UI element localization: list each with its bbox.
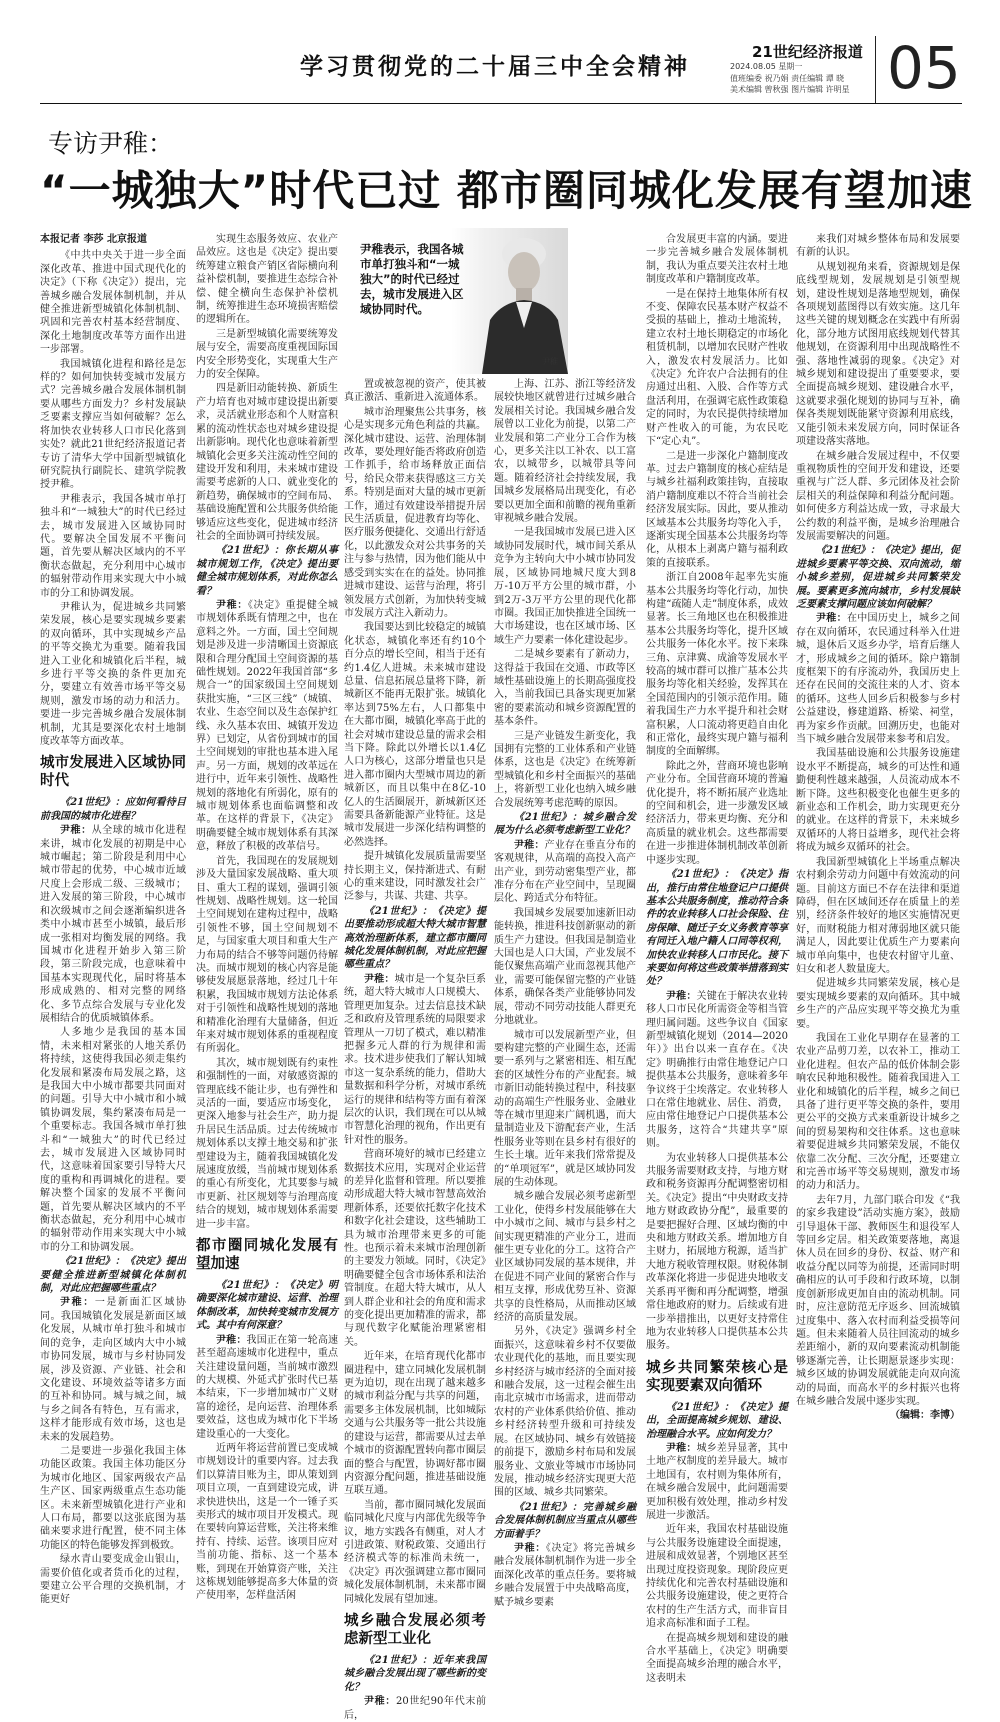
question: 《21世纪》：近年来我国城乡融合发展出现了哪些新的变化？ — [344, 1654, 486, 1693]
article-kicker: 专访尹稚： — [48, 129, 174, 158]
paragraph: 一是在保持土地集体所有权不变、保障农民基本财产权益不受损的基础上，推动土地流转，建立农村土地长期稳定的市场化租赁机制，以增加农民财产性收入，激发农村发展活力。比如《决定》允许农户合法拥有的住房通过出租、入股、合作等方式盘活利用，在强调宅底性政策稳定的同时，为农民提供持续增加财产性收入的可能，为农民吃下“定心丸”。 — [646, 288, 788, 448]
paragraph: 为农业转移人口提供基本公共服务需要财政支持，与地方财政和税务资源再分配调整密切相关。《决定》提出“中央财政支持地方财政政协分配”，最重要的是要把握好合理、区域均衡的中央和地方财政关系。增加地方自主财力，拓展地方税源，适当扩大地方税收管理权限。财税体制改革深化将进一步促进央地收支关系再平衡和再分配调整，增强常住地政府的财力。后续或有进一步举措推出，以更好支持常住地为农业转移人口提供基本公共服务。 — [646, 1152, 788, 1352]
issue-date: 2024.08.05 星期一 — [730, 62, 803, 71]
paragraph: 上海、江苏、浙江等经济发展较快地区就曾进行过城乡融合发展相关讨论。我国城乡融合发展曾以工业化为前提，以第二产业发展和第二产业分工合作为核心，更多关注以工补农、以工富农，以城带乡，以城带具等问题。随着经济社会持续发展，我国城乡发展格局出现变化，有必要以更加全面和前瞻的视角重新审视城乡融合发展。 — [494, 379, 636, 525]
byline: 本报记者 李莎 北京报道 — [40, 234, 147, 245]
answer-text: 在中国历史上，城乡之间存在双向循环，农民通过科举入仕进城，退休后又返乡办学，培育后继人才，形成城乡之间的循环。除户籍制度框架下的有序流动外，我国历史上还存在民间的交流往来的人才、资本的循环。这些人回乡后积极参与乡村公益建设，修建道路、桥梁、祠堂，再为家乡作贡献。回溯历史，也能对当下城乡融合发展带来参考和启发。 — [796, 613, 961, 746]
section-heading: 城乡融合发展必须考虑新型工业化 — [344, 1612, 486, 1647]
editor-credits-1: 值班编委 祝乃娟 责任编辑 谭 晓 — [730, 74, 845, 83]
paragraph: 三是产业链发生新变化，我国拥有完整的工业体系和产业链体系，这也是《决定》在统筹新型城镇化和乡村全面振兴的基础上，将新型工业化也纳入城乡融合发展统筹考虑范畴的原因。 — [494, 730, 636, 809]
question: 《21世纪》：应如何看待目前我国的城市化进程？ — [40, 797, 186, 822]
column-2 — [196, 233, 339, 1602]
paragraph: 从规划视角来看，资源规划是保底线型规划，发展规划是引领型规划，建设性规划是落地型规划，确保各项规划蓝图得以有效实施。这几年这些关键的规划概念在实践中有所弱化，部分地方试图用底线规划代替其他规划，在资源利用中出现战略性不强、落地性减弱的现象。《决定》对城乡规划和建设提出了重要要求，要全面提高城乡规划、建设融合水平，这就要求强化规划的协同与互补，确保各类规划既能紧守资源利用底线，又能引领未来发展方向，同时保证各项建设落实落地。 — [796, 261, 960, 448]
answer — [196, 1334, 338, 1441]
paragraph: 在城乡融合发展过程中，不仅要重视物质性的空间开发和建设，还要重视与广泛人群、多元团体及社会阶层相关的利益保障和利益分配问题。如何使多方利益达成一致，寻求最大公约数的利益平衡，是城乡治理融合发展需要解决的问题。 — [796, 450, 960, 542]
editor-note: （编辑：李博） — [890, 1410, 960, 1422]
paragraph: 另外，《决定》强调乡村全面振兴，这意味着乡村不仅要做农业现代化的基地，而且要实现乡村经济与城市经济的全面对接和融合发展，这一过程会催生出南北京城市市场需求，进而带动农村的产业体系供给价值、推动乡村经济转型升级和可持续发展。在区域协同、城乡有效链接的前提下，激励乡村布局和发展服务业、文旅业等城市市场协同发展，推动城乡经济实现更大范围的区域、城乡共同繁荣。 — [494, 1326, 636, 1499]
interviewee-photo — [344, 228, 568, 374]
answer-speaker: 尹稚： — [666, 1442, 697, 1454]
paragraph: 二是城乡要素有了新动力，这得益于我国在交通、市政等区域性基础设施上的长期高强度投入，当前我国已具备实现更加紧密的要素流动和城乡资源配置的基本条件。 — [494, 649, 636, 728]
paragraph: 其次，城市规划既有约束性和强制性的一面，对敏感资源的管理底线不能让步，也有弹性和灵活的一面，要适应市场变化，更深入地参与社会生产，助力提升居民生活品质。过去传统城市规划体系以支撑土地交易和扩张型建设为主，随着我国城镇化发展速度放缓，当前城市规划体系的重心有所变化，尤其要参与城市更新、社区规划等与治理高度结合的规划，城市规划体系需要进一步丰富。 — [196, 1057, 338, 1230]
editor-credits-2: 美术编辑 曾秋强 图片编辑 许明星 — [730, 85, 850, 94]
section-heading: 城市发展进入区域协同时代 — [40, 755, 186, 790]
answer-text: 我国正在第一轮高速甚至超高速城市化进程中，重点关注建设量问题，当前城市激烈的大规模、外延式扩张时代已基本结束，下一步增加城市广义财富的途径，是向运营、治理体系要效益，这也成为城市化下半场建设重心的一大变化。 — [196, 1334, 339, 1440]
answer — [646, 990, 788, 1151]
question: 《21世纪》：城乡融合发展为什么必须考虑新型工业化？ — [494, 812, 636, 837]
answer-text: 产业存在垂直分布的客观规律，从高端的高投入高产出产业，到劳动密集型产业，都准存分布在产业空间中，呈现圈层化、跨适式分布特征。 — [494, 839, 637, 905]
paragraph: 二是要进一步强化我国主体功能区政策。我国主体功能区分为城市化地区、国家两级农产品生产区、国家两级重点生态功能区。未来新型城镇化进行产业和人口布局，都要以这张底图为基础来要求进行配置，使不同主体功能区的特色能够发挥到极致。 — [40, 1445, 186, 1551]
question: 《21世纪》：完善城乡融合发展体制机制应当重点从哪些方面着手？ — [494, 1501, 636, 1540]
paragraph: 《中共中央关于进一步全面深化改革、推进中国式现代化的决定》（下称《决定》）提出，完善城乡融合发展体制机制，并从健全推进新型城镇化体制机制、巩固和完善农村基本经营制度、深化土地制度改革等方面作出进一步部署。 — [40, 250, 186, 356]
answer-text: 《决定》将完善城乡融合发展体制机制作为进一步全面深化改革的重点任务。要将城乡融合发展置于中央战略高度，赋予城乡要素 — [494, 1542, 637, 1608]
paragraph: 我国城镇化进程和路径是怎样的？如何加快转变城市发展方式？完善城乡融合发展体制机制要从哪些方面发力？乡村发展缺乏要素支撑应当如何破解？怎么将加快农业转移人口市民化落到实处？就此21世纪经济报道记者专访了清华大学中国新型城镇化研究院执行副院长、建筑学院教授尹稚。 — [40, 358, 186, 491]
answer-speaker: 尹稚： — [60, 825, 92, 837]
paragraph: 在提高城乡规划和建设的融合水平基础上，《决定》明确要全面提高城乡治理的融合水平，这表明未 — [646, 1632, 788, 1684]
paragraph: 促进城乡共同繁荣发展，核心是要实现城乡要素的双向循环。其中城乡生产的产品应实现平等交换尤为重要。 — [796, 978, 960, 1030]
portrait-image — [468, 232, 568, 374]
paragraph: 人多地少是我国的基本国情，未来相对紧张的人地关系仍将持续，这使得我国必须走集约化发展和紧凑布局发展之路，这是我国大中小城市都要共同面对的问题。引导大中小城市和小城镇协调发展，集约紧凑布局是一个重要标志。我国各城市单打独斗和“一城独大”的时代已经过去，城市发展进入区域协同时代，这意味着国家要引导特大尺度的重构和再调城化的进程。要解决整个国家的发展不平衡问题，首先要从解决区域内的不平衡状态做起，充分利用中心城市的辐射带动作用来实现大中小城市的分工和协调发展。 — [40, 1027, 186, 1253]
answer-text: 一是新面汇区域协同。我国城镇化发展是新面区域化发展，从城市单打独斗和城市间的竞争，走向区域内大中小城市协同发展，城市与乡村协同发展，涉及资源、产业链、社会和文化建设、环境效益等诸多方面的互补和协同。城与城之间，城与乡之间各有特色，互有需求，这样才能形成有效市场，这也是未来的发展趋势。 — [40, 1297, 187, 1443]
question: 《21世纪》：《决定》提出，促进城乡要素平等交换、双向流动，缩小城乡差别，促进城乡共同繁荣发展。要素更多流向城市，乡村发展缺乏要素支撑问题应该如何破解？ — [796, 545, 960, 610]
answer-text: 关键在于解决农业转移人口市民化所需资金等相当管理归属问题。这些争议自《国家新型城镇化规划（2014—2020年）》出台以来一直存在。《决定》明确推行由常住地登记户口提供基本公共服务，意味着多年争议终于尘埃落定。农业转移人口在常住地就业、居住、消费，应由常住地登记户口提供基本公共服务，这符合“共建共享”原则。 — [646, 990, 789, 1150]
answer-speaker: 尹稚： — [514, 839, 545, 851]
paragraph: 实现生态服务效应、农业产品效应。这也是《决定》提出要统筹建立粮食产销区省际横向利益补偿机制，要推进生态综合补偿、健全横向生态保护补偿机制，统筹推进生态环境损害赔偿的逻辑所在。 — [196, 234, 338, 326]
answer-text: 从全球的城市化进程来讲，城市化发展的初期是中心城市崛起；第二阶段是利用中心城市带起的优势，中心城市近域尺度上会形成二级、三级城市；进入发展的第三阶段，中心城市和次级城市之间会逐渐编织进各类中小城市甚至小城镇，最后形成一张相对均衡发展的网络。我国城市化进程开始步入第三阶段，第三阶段完成，也意味着中国基本实现现代化，届时将基本形成成熟的、相对完整的网络化、多节点综合发展与专业化发展相结合的优质城镇体系。 — [40, 825, 187, 1024]
paragraph: 近两年将运营前置已变成城市规划设计的重要内容。过去我们以算清目账为主，即从策划到项目立项，一直到建设完成，讲求快进快出，这是一个一锤子买卖形式的城市项目开发模式。现在要转向算运营账，关注将来维持有、持续、运营。该项目应对当前功能、指标、这一个基本账，到现在开始算资产账，关注这栋规划能够提高多大体量的资产使用率，怎样盘活闲 — [196, 1442, 338, 1602]
answer — [196, 599, 338, 854]
answer-speaker: 尹稚： — [216, 599, 248, 611]
question: 《21世纪》：《决定》明确要深化城市建设、运营、治理体制改革，加快转变城市发展方式。其中有何深意？ — [196, 1280, 338, 1332]
question: 《21世纪》：《决定》提出要健全推进新型城镇化体制机制，对此应把握哪些重点？ — [40, 1256, 186, 1295]
answer-speaker: 尹稚： — [514, 1542, 546, 1554]
paragraph: 当前，都市圈同城化发展面临同城化尺度与内部优先级等争议，地方实践各有侧重，对人才引进政策、财税政策、交通出行经济模式等的标准尚未统一，《决定》再次强调建立都市圈同城化发展体制机制，未来都市圈同城化发展有望加速。 — [344, 1499, 486, 1605]
column-1 — [40, 233, 187, 1606]
paragraph: 首先，我国现在的发展规划涉及大量国家发展战略、重大项目、重大工程的谋划，强调引领性规划、战略性规划。这一轮国土空间规划在建构过程中，战略引领性不够，国土空间规划不足，与国家重大项目和重大生产力布局的结合不够等问题仍待解决。而城市规划的核心内容是能够使发展愿景落地，经过几十年积累，我国城市规划方法论体系对于引领性和战略性规划的落地和精准化治理有大量储备，但近年来对城市规划体系的重视程度有所弱化。 — [196, 855, 338, 1055]
answer-speaker: 尹稚： — [816, 613, 847, 625]
answer-speaker: 尹稚： — [216, 1334, 247, 1346]
answer — [494, 839, 636, 906]
question: 《21世纪》：你长期从事城市规划工作，《决定》提出要健全城市规划体系，对此你怎么看？ — [196, 545, 338, 597]
paragraph: 城乡融合发展必须考虑新型工业化，使得乡村发展能够在大中小城市之间、城市与县乡村之间实现更精准的产业分工，进而催生更专业化的分工。这符合产业区域协同发展的基本规律，并在促进不同产业间的紧密合作与相互支撑，形成优势互补、资源共享的良性格局，从而推动区域经济的高质量发展。 — [494, 1191, 636, 1324]
paragraph: 我国城乡发展要加速新旧动能转换，推进科技创新驱动的新质生产力建设。但我国是制造业大国也是人口大国，产业发展不能仅聚焦高端产业而忽视其他产业，需要可能保留完整的产业链体系，确保各类产业能够协同发展，带动不同劳动技能人群更充分地就业。 — [494, 907, 636, 1027]
paragraph: 近年来，在培育现代化都市圈进程中，建立同城化发展机制更为迫切，现在出现了越来越多的城市利益分配与共享的问题，需要多主体发展机制，比如城际交通与公共服务等一批公共设施的建设与运营，都需要从过去单个城市的资源配置转向都市圈层面的整合与配置，协调好都市圈内资源分配问题，推进基础设施互联互通。 — [344, 1351, 486, 1497]
answer-speaker: 尹稚： — [666, 990, 697, 1002]
pull-quote: 尹稚表示，我国各城市单打独斗和“一城独大”的时代已经过去，城市发展进入区域协同时代。 — [360, 242, 464, 316]
paragraph: 绿水青山要变成金山银山，需要价值化或者货币化的过程，要建立公平合理的交换机制，才能更好 — [40, 1554, 186, 1606]
paragraph: 除此之外，营商环境也影响产业分布。全国营商环境的普遍优化提升，将不断拓展产业选址的空间和机会，进一步激发区域经济活力，带来更均衡、充分和高质量的就业机会。这些都需要在进一步推进体制机制改革创新中逐步实现。 — [646, 760, 788, 866]
paragraph: 合发展更丰富的内涵。要进一步完善城乡融合发展体制机制，我认为重点要关注农村土地制度改革和户籍制度改革。 — [646, 234, 788, 286]
paragraph: 一是我国城市发展已进入区域协同发展时代，城市间关系从竞争为主转向大中小城市协同发展，区域协同地城尺度大到8万-10万平方公里的城市群，小到2万-3万平方公里的现代化都市圈。我国正加快推进全国统一大市场建设，也在区域市场、区域生产力要素一体化建设起步。 — [494, 527, 636, 646]
photo-caption: 尹稚 — [542, 357, 558, 366]
question: 《21世纪》：《决定》提出要推动形成超大特大城市智慧高效治理新体系，建立都市圈同城化发展体制机制，对此应把握哪些重点？ — [344, 905, 486, 971]
column-5 — [646, 233, 789, 1684]
paragraph: 我国要达到比较稳定的城镇化状态，城镇化率还有约10个百分点的增长空间，相当于还有约1.4亿人进城。未来城市建设总量、信息拓展总量将下降，新城新区不能再无限扩张。城镇化率达到75%左右，人口都集中在大都市圈，城镇化率高于此的社会对城市建设总量的需求会相当下降。除此以外增长以1.4亿人口为核心，这部分增量也只是进入都市圈内大型城市周边的新城新区，而且以集中在8亿-10亿人的生活圈展开，新城新区还需要具备新能源产业特征。这是城市发展进一步深化结构调整的必然选择。 — [344, 622, 486, 848]
answer — [646, 1442, 788, 1522]
answer-text: 城市是一个复杂巨系统，超大特大城市人口规模大、管理更加复杂。过去信息技术缺乏和政府及管理系统的局限要求管理从一刀切了模式，难以精准把握多元人群的行为规律和需求。技术进步使我们了解认知城市这一复杂系统的能力，借助大量数据和科学分析，对城市系统运行的规律和结构等方面有着深层次的认识，我们现在可以从城市智慧化治理的视角，作出更有针对性的服务。 — [344, 973, 487, 1146]
question: 《21世纪》：《决定》提出，全面提高城乡规划、建设、治理融合水平。应如何发力？ — [646, 1401, 788, 1440]
question: 《21世纪》：《决定》指出，推行由常住地登记户口提供基本公共服务制度，推动符合条件的农业转移人口社会保险、住房保障、随迁子女义务教育等享有同迁入地户籍人口同等权利，加快农业转移人口市民化。接下来要如何将这些政策举措落到实处？ — [646, 869, 788, 988]
paragraph: 浙江自2008年起率先实施基本公共服务均等化行动，加快构建“疏随人走”制度体系，成效显著。长三角地区也在积极推进基本公共服务均等化，提升区域公共服务一体化水平。按下来珠三角、京津冀、成渝等发展水平较高的城市群可以推广基本公共服务均等化相关经验，发挥其在全国范围内的引领示范作用。随着我国生产力水平提升和社会财富积累，人口流动将更趋自由化和正常化，最终实现户籍与福利制度的全面解绑。 — [646, 572, 788, 758]
paragraph: 尹稚表示，我国各城市单打独斗和“一城独大”的时代已经过去，城市发展进入区域协同时代。要解决全国发展不平衡问题，首先要从解决区域内的不平衡状态做起，充分利用中心城市的辐射带动作用来实现大中小城市的分工和协调发展。 — [40, 493, 186, 599]
paragraph: 尹稚认为，促进城乡共同繁荣发展，核心是要实现城乡要素的双向循环，其中实现城乡产品的平等交换尤为重要。随着我国进入工业化和城镇化后半程，城乡进行平等交换的条件更加充分，要建立有效善市场平等交易规则，激发市场的动力和活力。要进一步完善城乡融合发展体制机制，尤其是要深化农村土地制度改革等方面改革。 — [40, 601, 186, 748]
answer — [796, 612, 960, 746]
paragraph: 我国在工业化早期存在显著的工农业产品剪刀差，以农补工，推动工业化进程。但农产品的低价体制会影响农民种地积极性。随着我国进入工业化和城镇化的后半程，城乡之间已具备了进行更平等交换的条件，要用更公平的交换方式来重新设计城乡之间的贸易架构和交往体系。这也意味着要促进城乡共同繁荣发展，不能仅依靠二次分配、三次分配，还要建立和完善市场平等交易规则，激发市场的动力和活力。 — [796, 1032, 960, 1192]
masthead — [0, 0, 1000, 104]
answer — [40, 1296, 186, 1443]
paragraph: 三是新型城镇化需要统筹发展与安全，需要高度重视国际国内安全形势变化，实现重大生产力的安全保障。 — [196, 328, 338, 381]
paragraph: 我国基础设施和公共服务设施建设水平不断提高，城乡的可达性和通勤便利性越来越强，人员流动成本不断下降。这些积极变化也催生更多的新业态和工作机会，助力实现更充分的就业。在这样的背景下，未来城乡双循环的人将日益增多，现代社会将将成为城乡双循环的社会。 — [796, 748, 960, 854]
answer-text: 城乡差异显著，其中土地产权制度的差异最大。城市土地国有，农村则为集体所有，在城乡融合发展中，此问题需要更加积极有效处理，推动乡村发展进一步激活。 — [646, 1442, 789, 1521]
page-topic-title: 学习贯彻党的二十届三中全会精神 — [300, 54, 690, 80]
paragraph: 城市治理聚焦公共事务，核心是实现多元角色利益的共赢。深化城市建设、运营、治理体制改革，要处理好能否将政府创造工作抓手，给市场释放正面信号，给民众带来获得感这三方关系。特别是面对大量的城市更新工作，通过有效建设举措提升居民生活质量，促进教育均等化、医疗服务便捷化、交通出行舒适化，以此激发众对公共事务的关注与参与热情，因为他们能从中感受到实实在在的益处。协同推进城市建设、运营与治理，将引领发展方式创新，为加快转变城市发展方式注入新动力。 — [344, 406, 486, 619]
masthead-divider — [875, 36, 876, 104]
column-3 — [344, 378, 487, 1721]
paragraph: 城市可以发展新型产业，但要构建完整的产业圈生态，还需要一系列与之紧密相连、相互配套的区域性分布的产业配套。城市新旧动能转换过程中，科技驱动的高端生产性服务业、金融业等在城市里迎来广阔机遇，而大量制造业及下游配套产业，生活性服务业等则在县乡村有很好的生长土壤。近年来我们常常提及的“单项冠军”，就是区域协同发展的生动体现。 — [494, 1029, 636, 1188]
paragraph: 我国新型城镇化上半场重点解决农村剩余劳动力问题中有效流动的问题。目前这方面已不存在法律和渠道障碍，但在区域间还存在质量上的差别，经济条件较好的地区实施情况更好，而财税能力相对薄弱地区就只能满足人，因此要让优质生产力要素向城市单向集中，也使农村留守儿童、妇女和老人数量庞大。 — [796, 856, 960, 975]
answer — [344, 1695, 486, 1722]
answer — [494, 1542, 636, 1609]
paragraph: 营商环境好的城市已经建立数据技术应用，实现对企业运营的差异化监督和管理。所以要推动形成超大特大城市智慧高效治理新体系，还要依托数字化技术和数字化社会建设，这些辅助工具为城市治理带来更多的可能性。也预示着未来城市治理创新的主要发力领域。同时，《决定》明确要健全包含市场体系和法治管制度。在超大特大城市，从人到人群企业和社会的角度和需求的变化提出更加精准的需求，都与现代数字化赋能治理紧密相关。 — [344, 1149, 486, 1348]
paragraph: 来我们对城乡整体布局和发展要有新的认识。 — [796, 234, 960, 259]
paragraph: 四是新旧动能转换、新质生产力培育也对城市建设提出新要求，灵活就业形态和个人财富积累的流动性状态也对城乡建设提出新影响。现代化也意味着新型城镇化会更多关注流动性空间的建设开发和利用，未来城市建设需要考虑新的人口、就业变化的新趋势，确保城市的空间布局、基础设施配置和公共服务供给能够适应这些变化，促进城市经济社会的全面协调可持续发展。 — [196, 383, 338, 542]
page-number: 05 — [887, 34, 961, 102]
section-heading: 都市圈同城化发展有望加速 — [196, 1238, 338, 1273]
answer-speaker: 尹稚： — [60, 1297, 95, 1309]
answer-text: 20世纪90年代末前后， — [344, 1696, 487, 1721]
column-6 — [796, 233, 960, 1585]
answer — [344, 973, 486, 1147]
newspaper-brand: 21世纪经济报道 — [752, 43, 863, 61]
answer-text: 《决定》重提健全城市规划体系既有情理之中，也在意料之外。一方面，国土空间规划是涉及进一步清晰国土资源底限和合理分配国土空间资源的基础性规划。2022年我国首部“多规合一”的国家级国土空间规划获批实施，“三区三线”（城镇、农业、生态空间以及生态保护红线、永久基本农田、城镇开发边界）已划定，从省份到城市的国土空间规划的审批也基本进入尾声。另一方面，规划的改革远在进行中，近年来引领性、战略性规划的落地化有所弱化，原有的城市规划体系也面临调整和改革。在这样的背景下，《决定》明确要健全城市规划体系有其深意，释放了积极的改革信号。 — [196, 599, 339, 853]
masthead-rule — [40, 103, 962, 104]
paragraph: 二是进一步深化户籍制度改革。过去户籍制度的核心症结是与城乡社福利政策挂钩，直接取消户籍制度难以不符合当前社会经济发展实际。因此，要从推动区域基本公共服务均等化入手，逐渐实现全国基本公共服务均等化，从根本上剥离户籍与福利政策的直接联系。 — [646, 450, 788, 569]
paragraph: 去年7月，九部门联合印发《“我的家乡我建设”活动实施方案》，鼓励引导退休干部、教师医生和退役军人等回乡定居。相关政策要落地，离退休人员在回乡的身份、权益、财产和收益分配以同等为前提，还需同时明确相应的认可手段和行政环境，以制度创新形成更加自由的流动机制。同时，应注意防范无序返乡、回流城镇过度集中、落入农村而利益受损等问题。但未来随着人员往回流动的城乡差距缩小，新的双向要素流动机制能够逐渐完善，让长期愿景逐步实现：城乡区域的协调发展就能走向双向流动的局面，而高水平的乡村振兴也将在城乡融合发展中逐步实现。 — [796, 1194, 960, 1407]
answer-speaker: 尹稚： — [364, 1696, 396, 1708]
answer — [40, 824, 186, 1025]
paragraph: 提升城镇化发展质量需要坚持长期主义，保持渐进式、有耐心的重来建设，同时激发社会广泛参与，共谋、共建、共享。 — [344, 851, 486, 903]
article-headline: “一城独大”时代已过 都市圈同城化发展有望加速 — [40, 166, 973, 215]
column-4 — [494, 378, 637, 1608]
answer-speaker: 尹稚： — [364, 973, 395, 985]
section-heading: 城乡共同繁荣核心是实现要素双向循环 — [646, 1359, 788, 1394]
paragraph: 近年来，我国农村基础设施与公共服务设施建设全面提速，进展和成效显著，个别地区甚至出现过度投资现象。现阶段应更持续优化和完善农村基础设施和公共服务设施建设，使之更符合农村的生产生活方式，而非盲目追求高标准和面子工程。 — [646, 1524, 788, 1630]
paragraph: 置或被忽视的资产，使其被真正激活、重新进入流通体系。 — [344, 379, 486, 404]
